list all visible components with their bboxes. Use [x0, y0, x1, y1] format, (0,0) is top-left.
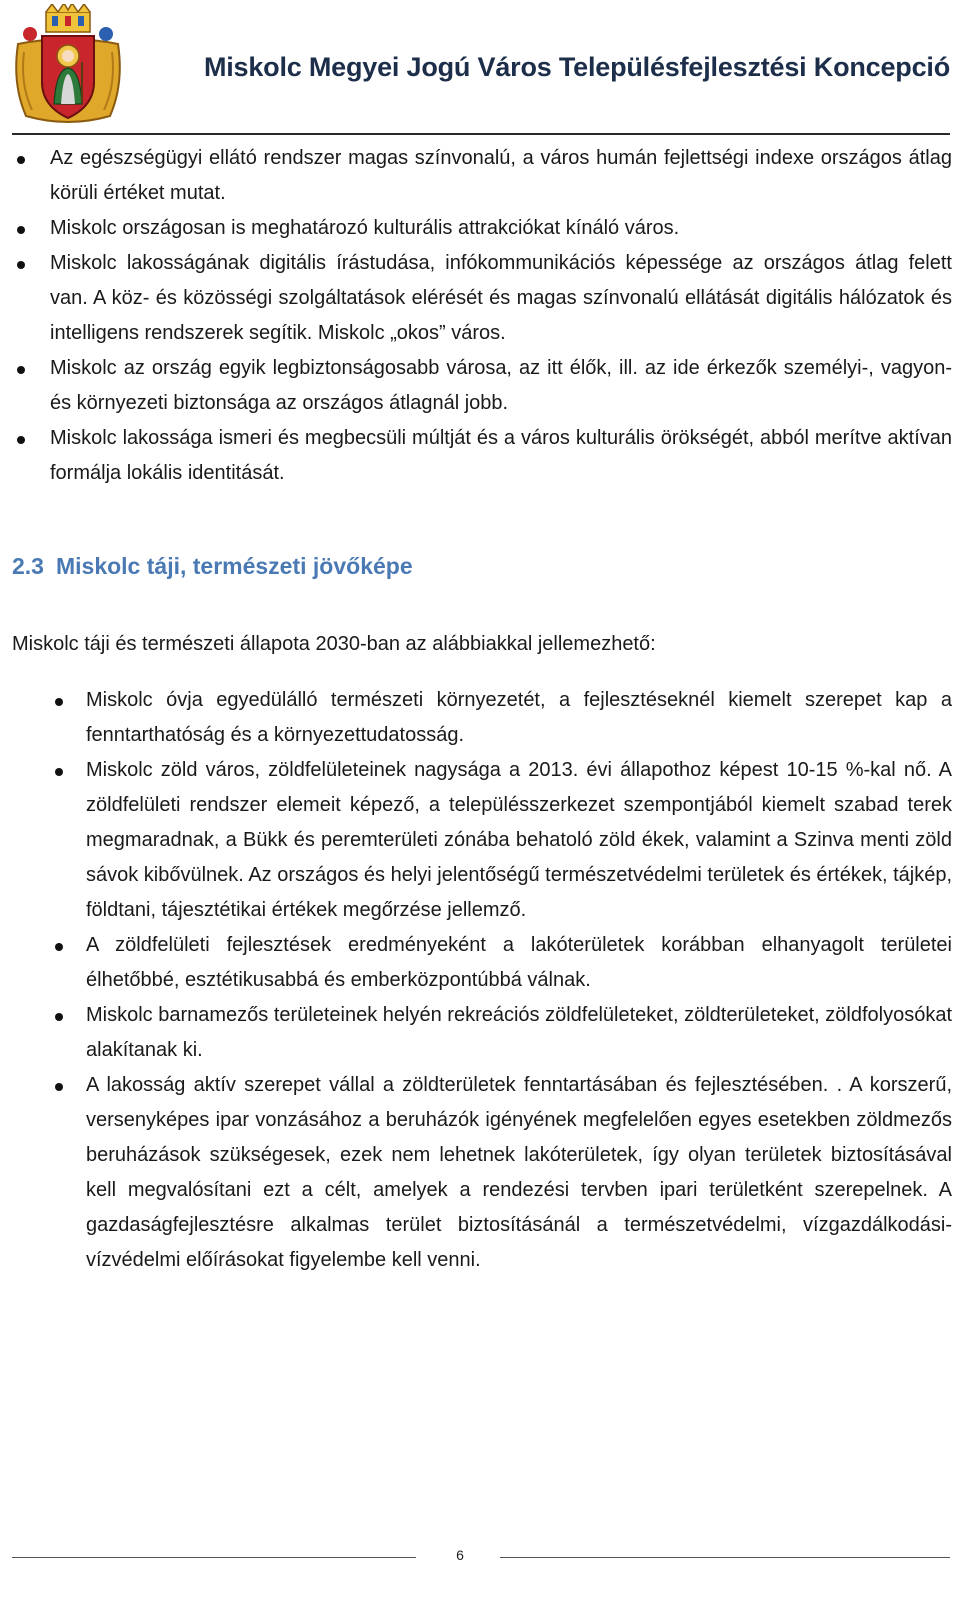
bullet-icon — [17, 156, 25, 164]
footer-divider-left — [12, 1557, 416, 1558]
list-item-text: Miskolc barnamezős területeinek helyén rekreációs zöldfelületeket, zöldterületeket, zöldfolyosókat alakítanak ki. — [86, 1004, 953, 1061]
list-item — [50, 246, 952, 351]
list-item-text: Az egészségügyi ellátó rendszer magas színvonalú, a város humán fejlettségi indexe országos átlag körüli értéket mutat. — [50, 147, 952, 204]
coat-of-arms-icon — [8, 4, 128, 126]
section-bullet-list — [86, 683, 952, 1278]
list-item — [86, 998, 952, 1068]
list-item — [50, 351, 952, 421]
list-item-text: Miskolc az ország egyik legbiztonságosabb városa, az itt élők, ill. az ide érkezők személyi-, vagyon- és környezeti biztonsága az országos átlagnál jobb. — [50, 357, 952, 414]
bullet-icon — [55, 1013, 63, 1021]
page-header — [0, 0, 960, 140]
list-item-text: Miskolc lakosságának digitális írástudása, infókommunikációs képessége az országos átlag felett van. A köz- és közösségi szolgáltatások elérését és magas színvonalú ellátását digitális hálózatok és intelligens rendszerek segítik. Miskolc „okos” város. — [50, 252, 952, 344]
bullet-icon — [17, 436, 25, 444]
bullet-icon — [17, 226, 25, 234]
list-item — [50, 211, 952, 246]
bullet-icon — [55, 1083, 63, 1091]
list-item — [86, 753, 952, 928]
list-item — [50, 141, 952, 211]
bullet-icon — [17, 261, 25, 269]
footer-divider-right — [500, 1557, 950, 1558]
list-item-text: Miskolc országosan is meghatározó kulturális attrakciókat kínáló város. — [50, 217, 680, 239]
list-item — [86, 1068, 952, 1278]
bullet-icon — [55, 768, 63, 776]
bullet-icon — [55, 698, 63, 706]
list-item-text: Miskolc lakossága ismeri és megbecsüli múltját és a város kulturális örökségét, abból merítve aktívan formálja lokális identitását. — [50, 427, 952, 484]
list-item — [86, 683, 952, 753]
list-item-text: Miskolc zöld város, zöldfelületeinek nagysága a 2013. évi állapothoz képest 10-15 %-kal nő. A zöldfelületi rendszer elemeit képező, a településszerkezet szempontjából kiemelt szabad terek megmaradnak, a Bükk és peremterületi zónába behatoló zöld ékek, valamint a Szinva menti zöld sávok kibővülnek. Az országos és helyi jelentőségű természetvédelmi területek és értékek, tájkép, földtani, tájesztétikai értékek megőrzése jellemző. — [86, 759, 952, 921]
list-item — [50, 421, 952, 491]
section-intro: Miskolc táji és természeti állapota 2030-ban az alábbiakkal jellemezhető: — [12, 633, 656, 655]
list-item-text: A zöldfelületi fejlesztések eredményeként a lakóterületek korábban elhanyagolt területei élhetőbbé, esztétikusabbá és emberközpontúbbá válnak. — [86, 934, 952, 991]
bullet-icon — [17, 366, 25, 374]
list-item-text: A lakosság aktív szerepet vállal a zöldterületek fenntartásában és fejlesztésében. . A korszerű, versenyképes ipar vonzásához a beruházók igényének megfelelően egyes esetekben zöldmezős beruházások szükségesek, ezek nem lehetnek lakóterületek, így olyan területek biztosításával kell megvalósítani ezt a célt, amelyek a rendezési tervben ipari területként szerepelnek. A gazdaságfejlesztésre alkalmas terület biztosításánál a természetvédelmi, vízgazdálkodási-vízvédelmi előírásokat figyelembe kell venni. — [86, 1074, 952, 1271]
section-number: 2.3 — [12, 553, 44, 579]
document-title: Miskolc Megyei Jogú Város Településfejlesztési Koncepció — [203, 52, 950, 82]
bullet-icon — [55, 943, 63, 951]
section-heading — [12, 553, 413, 580]
header-divider — [12, 133, 950, 135]
list-item-text: Miskolc óvja egyedülálló természeti környezetét, a fejlesztéseknél kiemelt szerepet kap a fenntarthatóság és a környezettudatosság. — [86, 689, 952, 746]
top-bullet-list — [50, 141, 952, 491]
list-item — [86, 928, 952, 998]
page-number: 6 — [456, 1547, 464, 1563]
section-title: Miskolc táji, természeti jövőképe — [55, 553, 413, 579]
